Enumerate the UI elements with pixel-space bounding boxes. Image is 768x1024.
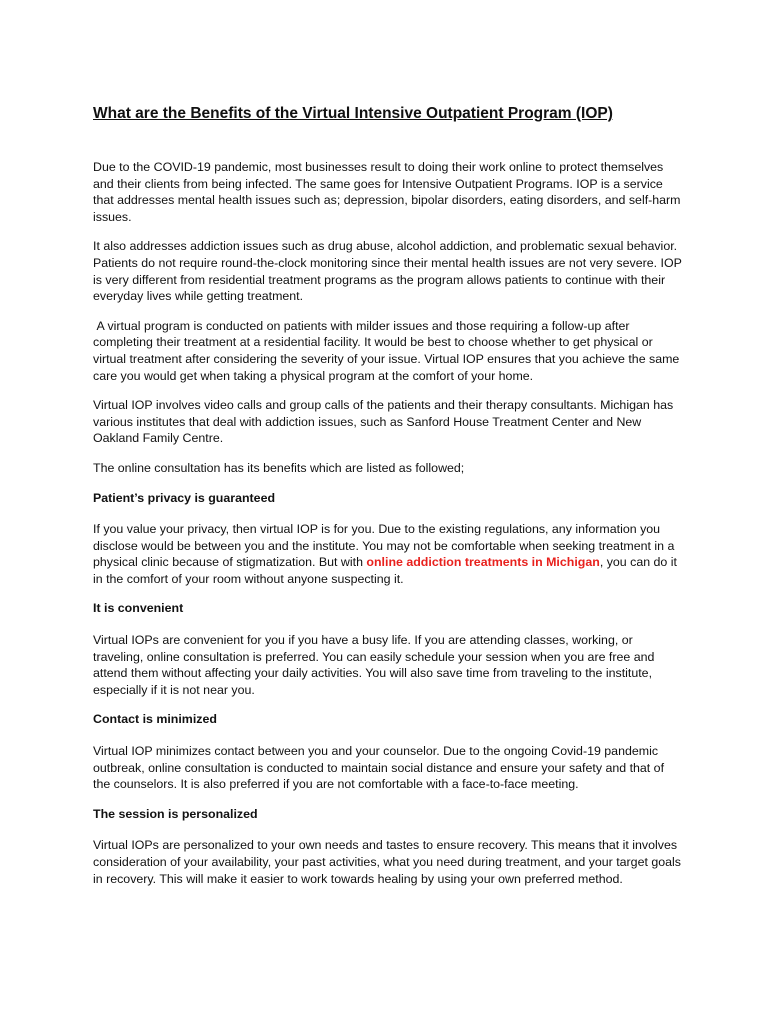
- document-body: [93, 104, 683, 900]
- intro-paragraph-4: Virtual IOP involves video calls and group calls of the patients and their therapy consultants. Michigan has various institutes that deal with addiction issues, such as Sanford House Treatment Center and New Oakland Family Centre.: [93, 398, 674, 446]
- section-heading-convenient: It is convenient: [93, 601, 184, 616]
- document-title: What are the Benefits of the Virtual Intensive Outpatient Program (IOP): [93, 105, 613, 122]
- privacy-text-before-link: If you value your privacy, then virtual IOP is for you. Due to the existing regulations, any information you disclose would be between you and the institute. You may not be comfortable when seeking treatment in a physical clinic because of stigmatization. But with: [93, 522, 675, 570]
- intro-paragraph-2: It also addresses addiction issues such as drug abuse, alcohol addiction, and problematic sexual behavior. Patients do not require round-the-clock monitoring since their mental health issues are not very severe. IOP is very different from residential treatment programs as the program allows patients to continue with their everyday lives while getting treatment.: [93, 239, 682, 304]
- section-heading-contact: Contact is minimized: [93, 712, 217, 727]
- section-text-personalized: Virtual IOPs are personalized to your own needs and tastes to ensure recovery. This means that it involves consideration of your availability, your past activities, what you need during treatment, and your target goals in recovery. This will make it easier to work towards healing by using your own preferred method.: [93, 838, 681, 886]
- intro-paragraph-3: A virtual program is conducted on patients with milder issues and those requiring a follow-up after completing their treatment at a residential facility. It would be best to choose whether to get physical or virtual treatment after considering the severity of your issue. Virtual IOP ensures that you achieve the same care you would get when taking a physical program at the comfort of your home.: [93, 318, 683, 383]
- privacy-text-after-link: , you can do it in the comfort of your room without anyone suspecting it.: [93, 555, 677, 586]
- section-text-privacy: [93, 521, 683, 587]
- section-heading-privacy: Patient’s privacy is guaranteed: [93, 490, 276, 505]
- online-addiction-treatments-link[interactable]: online addiction treatments in Michigan: [366, 555, 600, 570]
- intro-paragraph-5: The online consultation has its benefits which are listed as followed;: [93, 460, 465, 475]
- section-text-convenient: Virtual IOPs are convenient for you if you have a busy life. If you are attending classes, working, or traveling, online consultation is preferred. You can easily schedule your session when you are free and attend them without affecting your daily activities. You will also save time from traveling to the institute, especially if it is not near you.: [93, 633, 655, 697]
- section-text-contact: Virtual IOP minimizes contact between you and your counselor. Due to the ongoing Covid-19 pandemic outbreak, online consultation is conducted to maintain social distance and ensure your safety and that of the counselors. It is also preferred if you are not comfortable with a face-to-face meeting.: [93, 744, 665, 792]
- intro-paragraph-1: Due to the COVID-19 pandemic, most businesses result to doing their work online to protect themselves and their clients from being infected. The same goes for Intensive Outpatient Programs. IOP is a service that addresses mental health issues such as; depression, bipolar disorders, eating disorders, and self-harm issues.: [93, 160, 681, 224]
- section-heading-personalized: The session is personalized: [93, 806, 258, 821]
